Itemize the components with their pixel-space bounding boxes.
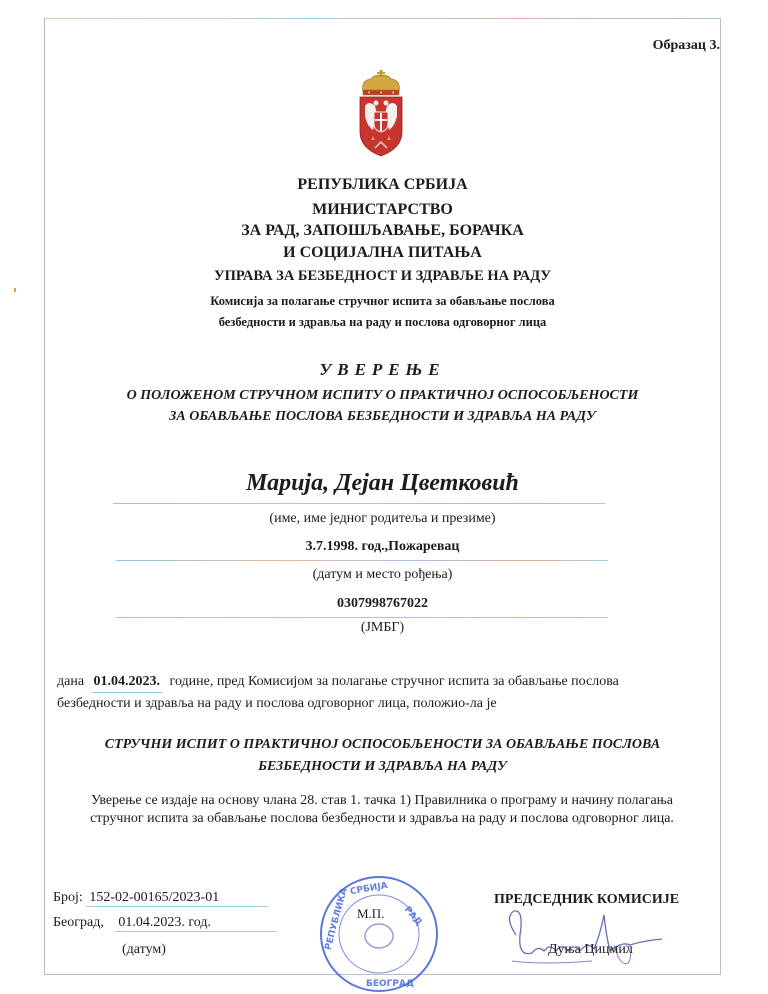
holder-full-name: Марија, Дејан Цветковић <box>246 470 519 496</box>
statement-text-line2: безбедности и здравља на раду и послова одговорног лица, положио-ла је <box>57 696 497 711</box>
certificate-title: УВЕРЕЊЕ <box>319 360 446 379</box>
document-number-label: Број: <box>53 890 83 905</box>
commission-president-title: ПРЕДСЕДНИК КОМИСИЈЕ <box>494 892 680 907</box>
directorate-heading: УПРАВА ЗА БЕЗБЕДНОСТ И ЗДРАВЉЕ НА РАДУ <box>213 268 552 284</box>
certificate-subtitle-line1: О ПОЛОЖЕНОМ СТРУЧНОМ ИСПИТУ О ПРАКТИЧНОЈ ОСПОСОБЉЕНОСТИ <box>126 388 639 403</box>
ministry-heading-line1: МИНИСТАРСТВО <box>312 201 453 218</box>
legal-basis-line2: стручног испита за обављање послова безбедности и здравља на раду и послова одговорног лица. <box>90 811 674 826</box>
country-heading: РЕПУБЛИКА СРБИЈА <box>297 176 468 193</box>
exam-statement-line1 <box>57 671 707 693</box>
birth-caption: (датум и место рођења) <box>312 567 453 582</box>
serbian-coat-of-arms-icon <box>355 70 407 160</box>
name-caption: (име, име једног родитеља и презиме) <box>269 511 496 526</box>
commission-president-name: Дуња Цицмил <box>548 942 633 957</box>
issue-date: 01.04.2023. год. <box>115 915 277 932</box>
document-number-row <box>53 890 277 915</box>
svg-text:СРБИЈА: СРБИЈА <box>349 880 389 898</box>
issue-place: Београд, <box>53 915 104 930</box>
exam-name-line1: СТРУЧНИ ИСПИТ О ПРАКТИЧНОЈ ОСПОСОБЉЕНОСТИ ЗА ОБАВЉАЊЕ ПОСЛОВА <box>104 737 661 752</box>
certificate-subtitle-line2: ЗА ОБАВЉАЊЕ ПОСЛОВА БЕЗБЕДНОСТИ И ЗДРАВЉА НА РАДУ <box>169 409 596 424</box>
ministry-heading-line3: И СОЦИЈАЛНА ПИТАЊА <box>283 244 482 261</box>
statement-text-line1: године, пред Комисијом за полагање стручног испита за обављање послова <box>169 674 619 689</box>
jmbg-caption: (ЈМБГ) <box>360 620 405 635</box>
scan-artifact <box>14 288 16 292</box>
exam-statement <box>57 671 707 714</box>
exam-date: 01.04.2023. <box>92 671 163 693</box>
birth-underline <box>116 560 608 561</box>
official-stamp-icon <box>318 874 440 994</box>
statement-prefix: дана <box>57 674 85 689</box>
document-number: 152-02-00165/2023-01 <box>86 890 268 907</box>
ministry-heading-line2: ЗА РАД, ЗАПОШЉАВАЊЕ, БОРАЧКА <box>241 222 524 239</box>
jmbg-underline <box>116 617 608 618</box>
svg-text:БЕОГРАД: БЕОГРАД <box>366 979 414 989</box>
commission-heading <box>44 291 721 333</box>
signature-icon <box>502 905 672 970</box>
legal-basis <box>47 792 717 828</box>
name-underline <box>113 503 605 504</box>
svg-text:РЕПУБЛИКА: РЕПУБЛИКА <box>323 887 350 952</box>
commission-line2: безбедности и здравља на раду и послова одговорног лица <box>218 315 547 329</box>
issue-details <box>53 890 277 940</box>
certificate-subtitle <box>44 385 721 427</box>
exam-name-line2: БЕЗБЕДНОСТИ И ЗДРАВЉА НА РАДУ <box>258 759 507 774</box>
jmbg-value: 0307998767022 <box>337 596 428 611</box>
issue-place-row <box>53 915 277 940</box>
form-number-label: Образац 3. <box>652 38 720 53</box>
legal-basis-line1: Уверење се издаје на основу члана 28. став 1. тачка 1) Правилника о програму и начину полагања <box>90 793 674 808</box>
exam-name <box>44 734 721 778</box>
issue-date-caption: (датум) <box>122 942 166 957</box>
seal-label: М.П. <box>357 906 385 921</box>
birth-date-place: 3.7.1998. год.,Пожаревац <box>305 539 460 554</box>
commission-line1: Комисија за полагање стручног испита за обављање послова <box>210 294 555 308</box>
svg-text:РАД: РАД <box>401 904 424 928</box>
